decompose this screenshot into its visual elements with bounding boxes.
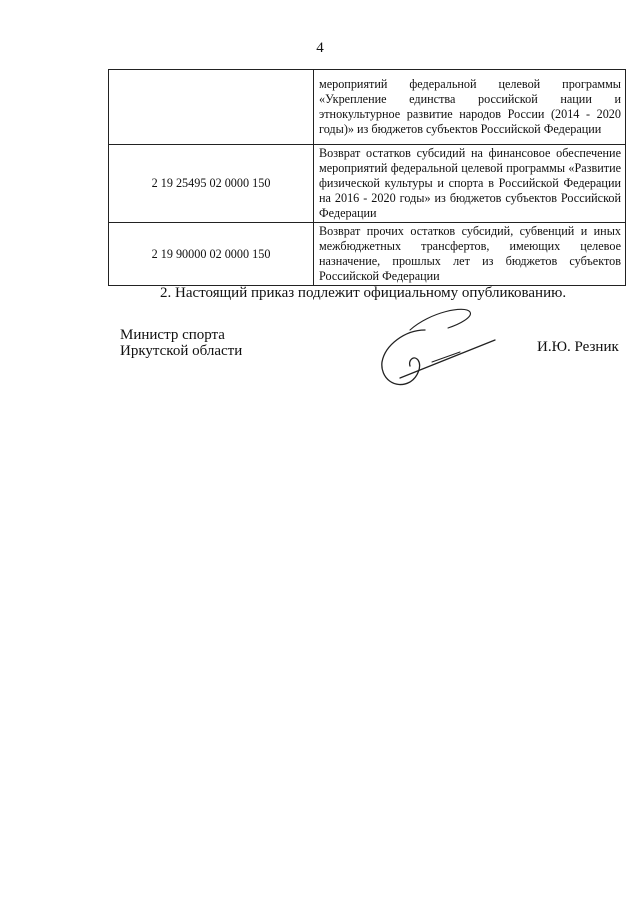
signer-title [120,327,242,359]
table-row [109,223,626,286]
description-cell: Возврат прочих остатков субсидий, субвенций и иных межбюджетных трансфертов, имеющих целевое назначение, прошлых лет из бюджетов субъектов Российской Федерации [314,223,626,286]
budget-code-cell: 2 19 25495 02 0000 150 [109,145,314,223]
description-cell: Возврат остатков субсидий на финансовое обеспечение мероприятий федеральной целевой программы «Развитие физической культуры и спорта в Российской Федерации на 2016 - 2020 годы» из бюджетов субъектов Российской Федерации [314,145,626,223]
publication-clause: 2. Настоящий приказ подлежит официальному опубликованию. [160,285,567,301]
budget-codes-table [108,69,626,286]
table-row [109,145,626,223]
signer-title-line: Министр спорта [120,327,225,343]
description-cell: мероприятий федеральной целевой программы «Укрепление единства российской нации и этнокультурное развитие народов России (2014 - 2020 годы)» из бюджетов субъектов Российской Федерации [314,70,626,145]
signer-name: И.Ю. Резник [537,339,619,355]
page-number: 4 [316,40,324,56]
handwritten-signature [370,300,510,400]
budget-code-cell: 2 19 90000 02 0000 150 [109,223,314,286]
budget-code-cell [109,70,314,145]
signer-title-line: Иркутской области [120,343,243,359]
table-row [109,70,626,145]
